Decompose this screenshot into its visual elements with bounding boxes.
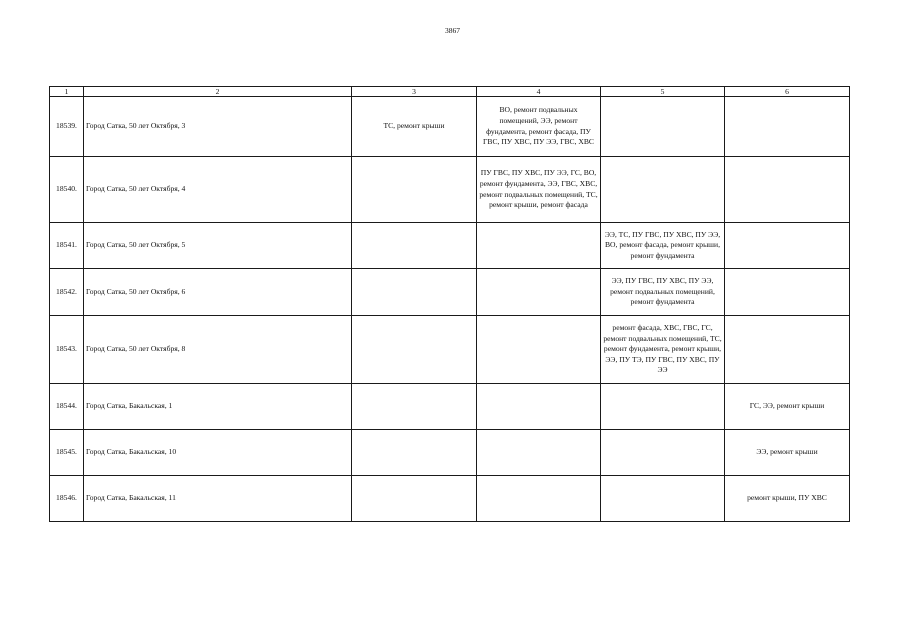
row-address: Город Сатка, Бакальская, 1	[84, 384, 352, 430]
table-row	[50, 384, 850, 430]
row-address: Город Сатка, 50 лет Октября, 4	[84, 157, 352, 223]
column-header: 2	[84, 87, 352, 97]
row-col3	[352, 384, 477, 430]
table-row	[50, 269, 850, 316]
column-header: 3	[352, 87, 477, 97]
table-row	[50, 157, 850, 223]
row-col5	[601, 476, 725, 522]
row-col6	[725, 316, 850, 384]
row-address: Город Сатка, 50 лет Октября, 5	[84, 223, 352, 269]
row-number: 18545.	[50, 430, 84, 476]
table-row	[50, 476, 850, 522]
row-col5	[601, 430, 725, 476]
row-col5: ЭЭ, ПУ ГВС, ПУ ХВС, ПУ ЭЭ, ремонт подвальных помещений, ремонт фундамента	[601, 269, 725, 316]
table-row	[50, 223, 850, 269]
column-header: 4	[477, 87, 601, 97]
row-col6	[725, 97, 850, 157]
row-col3: ТС, ремонт крыши	[352, 97, 477, 157]
row-col5	[601, 384, 725, 430]
table-row	[50, 430, 850, 476]
page-number: 3867	[445, 26, 460, 35]
row-col4	[477, 269, 601, 316]
row-col6	[725, 269, 850, 316]
row-col6: ГС, ЭЭ, ремонт крыши	[725, 384, 850, 430]
row-address: Город Сатка, 50 лет Октября, 8	[84, 316, 352, 384]
row-col3	[352, 269, 477, 316]
row-col4: ВО, ремонт подвальных помещений, ЭЭ, ремонт фундамента, ремонт фасада, ПУ ГВС, ПУ ХВС, ПУ ЭЭ, ГВС, ХВС	[477, 97, 601, 157]
row-number: 18541.	[50, 223, 84, 269]
row-number: 18540.	[50, 157, 84, 223]
row-col4	[477, 223, 601, 269]
row-number: 18544.	[50, 384, 84, 430]
table-row	[50, 316, 850, 384]
column-header: 5	[601, 87, 725, 97]
row-col6	[725, 157, 850, 223]
row-address: Город Сатка, 50 лет Октября, 6	[84, 269, 352, 316]
row-col4	[477, 384, 601, 430]
row-number: 18546.	[50, 476, 84, 522]
row-number: 18539.	[50, 97, 84, 157]
row-col3	[352, 223, 477, 269]
row-address: Город Сатка, 50 лет Октября, 3	[84, 97, 352, 157]
column-header: 1	[50, 87, 84, 97]
row-col5: ЭЭ, ТС, ПУ ГВС, ПУ ХВС, ПУ ЭЭ, ВО, ремонт фасада, ремонт крыши, ремонт фундамента	[601, 223, 725, 269]
row-number: 18542.	[50, 269, 84, 316]
row-col3	[352, 316, 477, 384]
row-col3	[352, 476, 477, 522]
column-header: 6	[725, 87, 850, 97]
row-number: 18543.	[50, 316, 84, 384]
row-col6: ремонт крыши, ПУ ХВС	[725, 476, 850, 522]
row-col4	[477, 476, 601, 522]
row-col5	[601, 157, 725, 223]
row-col4: ПУ ГВС, ПУ ХВС, ПУ ЭЭ, ГС, ВО, ремонт фундамента, ЭЭ, ГВС, ХВС, ремонт подвальных помещений, ТС, ремонт крыши, ремонт фасада	[477, 157, 601, 223]
row-col6: ЭЭ, ремонт крыши	[725, 430, 850, 476]
row-address: Город Сатка, Бакальская, 10	[84, 430, 352, 476]
row-col5: ремонт фасада, ХВС, ГВС, ГС, ремонт подвальных помещений, ТС, ремонт фундамента, ремонт крыши, ЭЭ, ПУ ТЭ, ПУ ГВС, ПУ ХВС, ПУ ЭЭ	[601, 316, 725, 384]
row-col5	[601, 97, 725, 157]
row-col4	[477, 316, 601, 384]
table-row	[50, 97, 850, 157]
row-address: Город Сатка, Бакальская, 11	[84, 476, 352, 522]
row-col6	[725, 223, 850, 269]
register-table	[49, 86, 850, 522]
row-col3	[352, 157, 477, 223]
row-col3	[352, 430, 477, 476]
row-col4	[477, 430, 601, 476]
table-header-row	[50, 87, 850, 97]
